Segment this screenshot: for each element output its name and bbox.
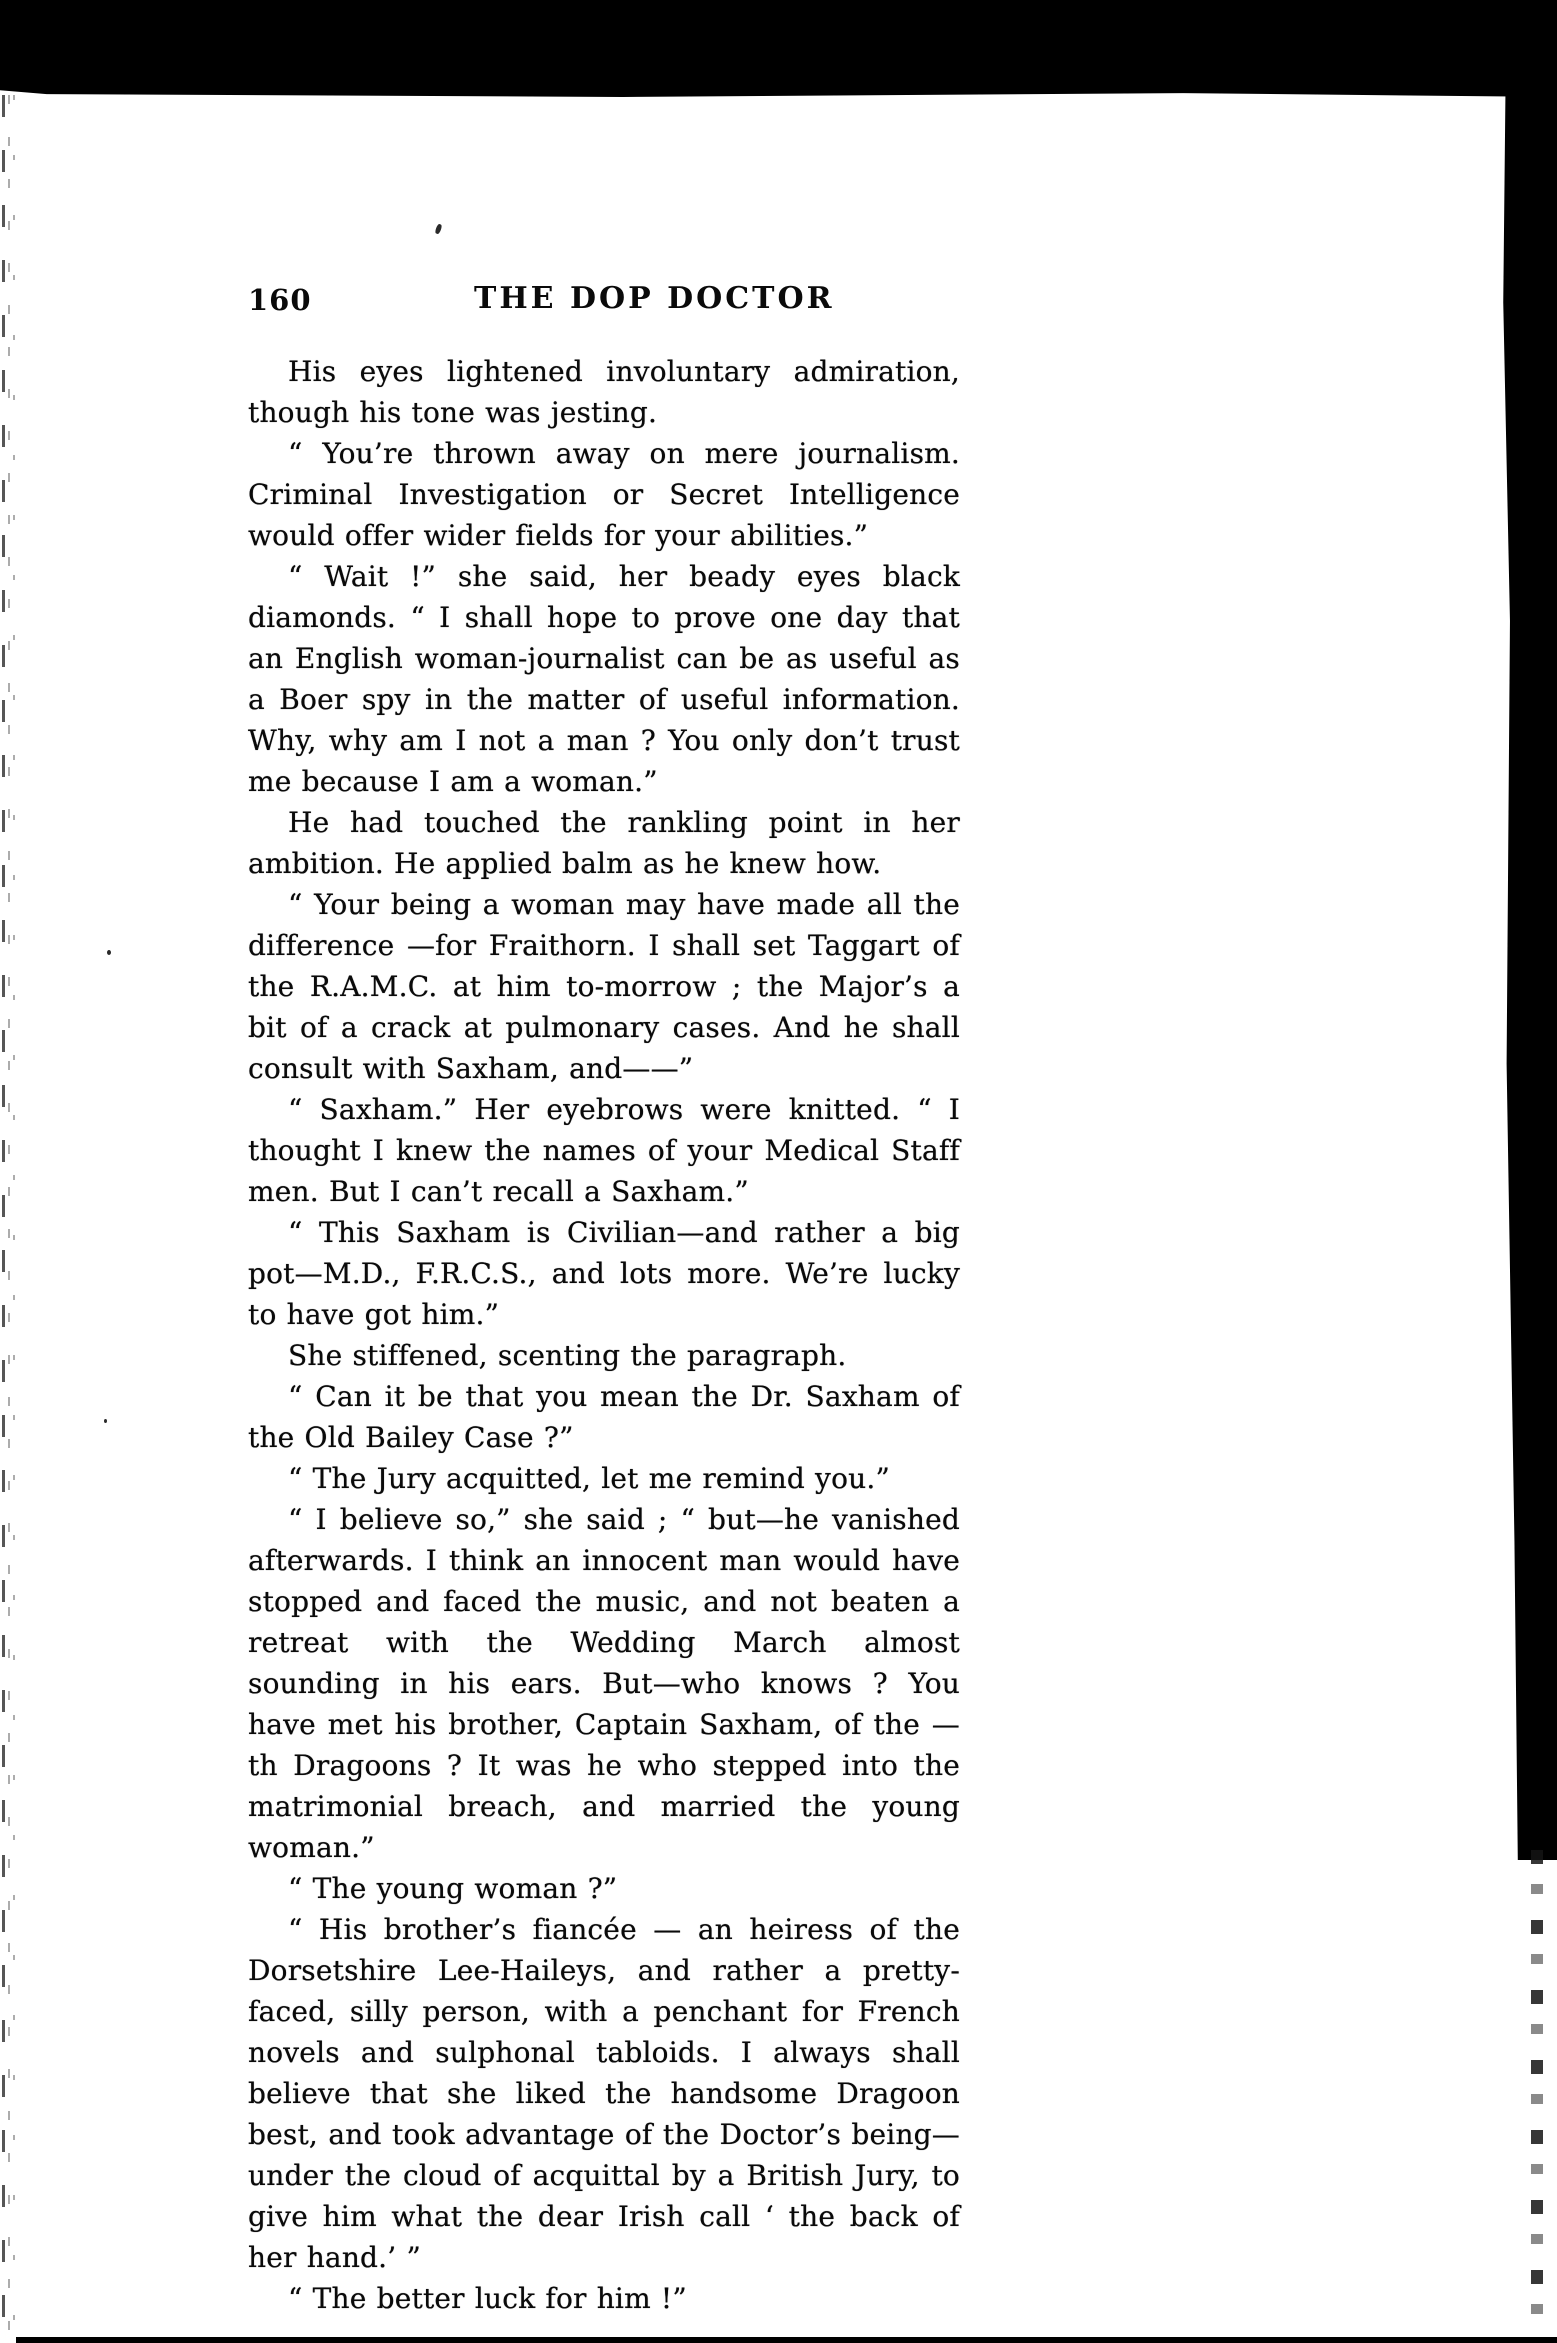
scan-edge-right [1501,90,1557,1860]
paragraph: “ Your being a woman may have made all the difference —for Fraithorn. I shall set Taggart of the R.A.M.C. at him to-morrow ; the Major’s a bit of a crack at pulmonary cases. And he shall consult with Saxham, and——” [248,888,960,1085]
paragraph: “ Wait !” she said, her beady eyes black diamonds. “ I shall hope to prove one day that an English woman-journalist can be as useful as a Boer spy in the matter of useful information. Why, why am I not a man ? You only don’t trust me because I am a woman.” [248,560,960,798]
paragraph: His eyes lightened involuntary admiration, though his tone was jesting. [248,355,960,429]
scan-streaks-left [0,95,16,2343]
running-title: THE DOP DOCTOR [474,281,835,316]
paragraph: “ The young woman ?” [288,1872,618,1905]
paragraph: “ Can it be that you mean the Dr. Saxham of the Old Bailey Case ?” [248,1380,960,1454]
scan-streak-right [1531,1850,1543,2343]
scan-speck [107,950,111,955]
scan-speck [434,223,442,234]
page-header [248,281,960,323]
paragraph: “ The Jury acquitted, let me remind you.” [288,1462,890,1495]
paragraph: “ You’re thrown away on mere journalism. Criminal Investigation or Secret Intelligence would offer wider fields for your abilities.” [248,437,960,552]
paragraph: She stiffened, scenting the paragraph. [288,1339,847,1372]
scan-edge-top [0,0,1557,97]
paragraph: “ Saxham.” Her eyebrows were knitted. “ I thought I knew the names of your Medical Staff men. But I can’t recall a Saxham.” [248,1093,960,1208]
scan-edge-bottom [16,2337,1557,2343]
body-text [248,351,960,2319]
scan-speck [104,1419,107,1423]
paragraph: “ The better luck for him !” [288,2282,687,2315]
page-number: 160 [248,283,312,317]
paragraph: “ I believe so,” she said ; “ but—he vanished afterwards. I think an innocent man would have stopped and faced the music, and not beaten a retreat with the Wedding March almost sounding in his ears. But—who knows ? You have met his brother, Captain Saxham, of the —th Dragoons ? It was he who stepped into the matrimonial breach, and married the young woman.” [248,1503,960,1864]
paragraph: He had touched the rankling point in her ambition. He applied balm as he knew how. [248,806,960,880]
paragraph: “ His brother’s fiancée — an heiress of the Dorsetshire Lee-Haileys, and rather a pretty-faced, silly person, with a penchant for French novels and sulphonal tabloids. I always shall believe that she liked the handsome Dragoon best, and took advantage of the Doctor’s being—under the cloud of acquittal by a British Jury, to give him what the dear Irish call ‘ the back of her hand.’ ” [248,1913,960,2274]
paragraph: “ This Saxham is Civilian—and rather a big pot—M.D., F.R.C.S., and lots more. We’re lucky to have got him.” [248,1216,960,1331]
